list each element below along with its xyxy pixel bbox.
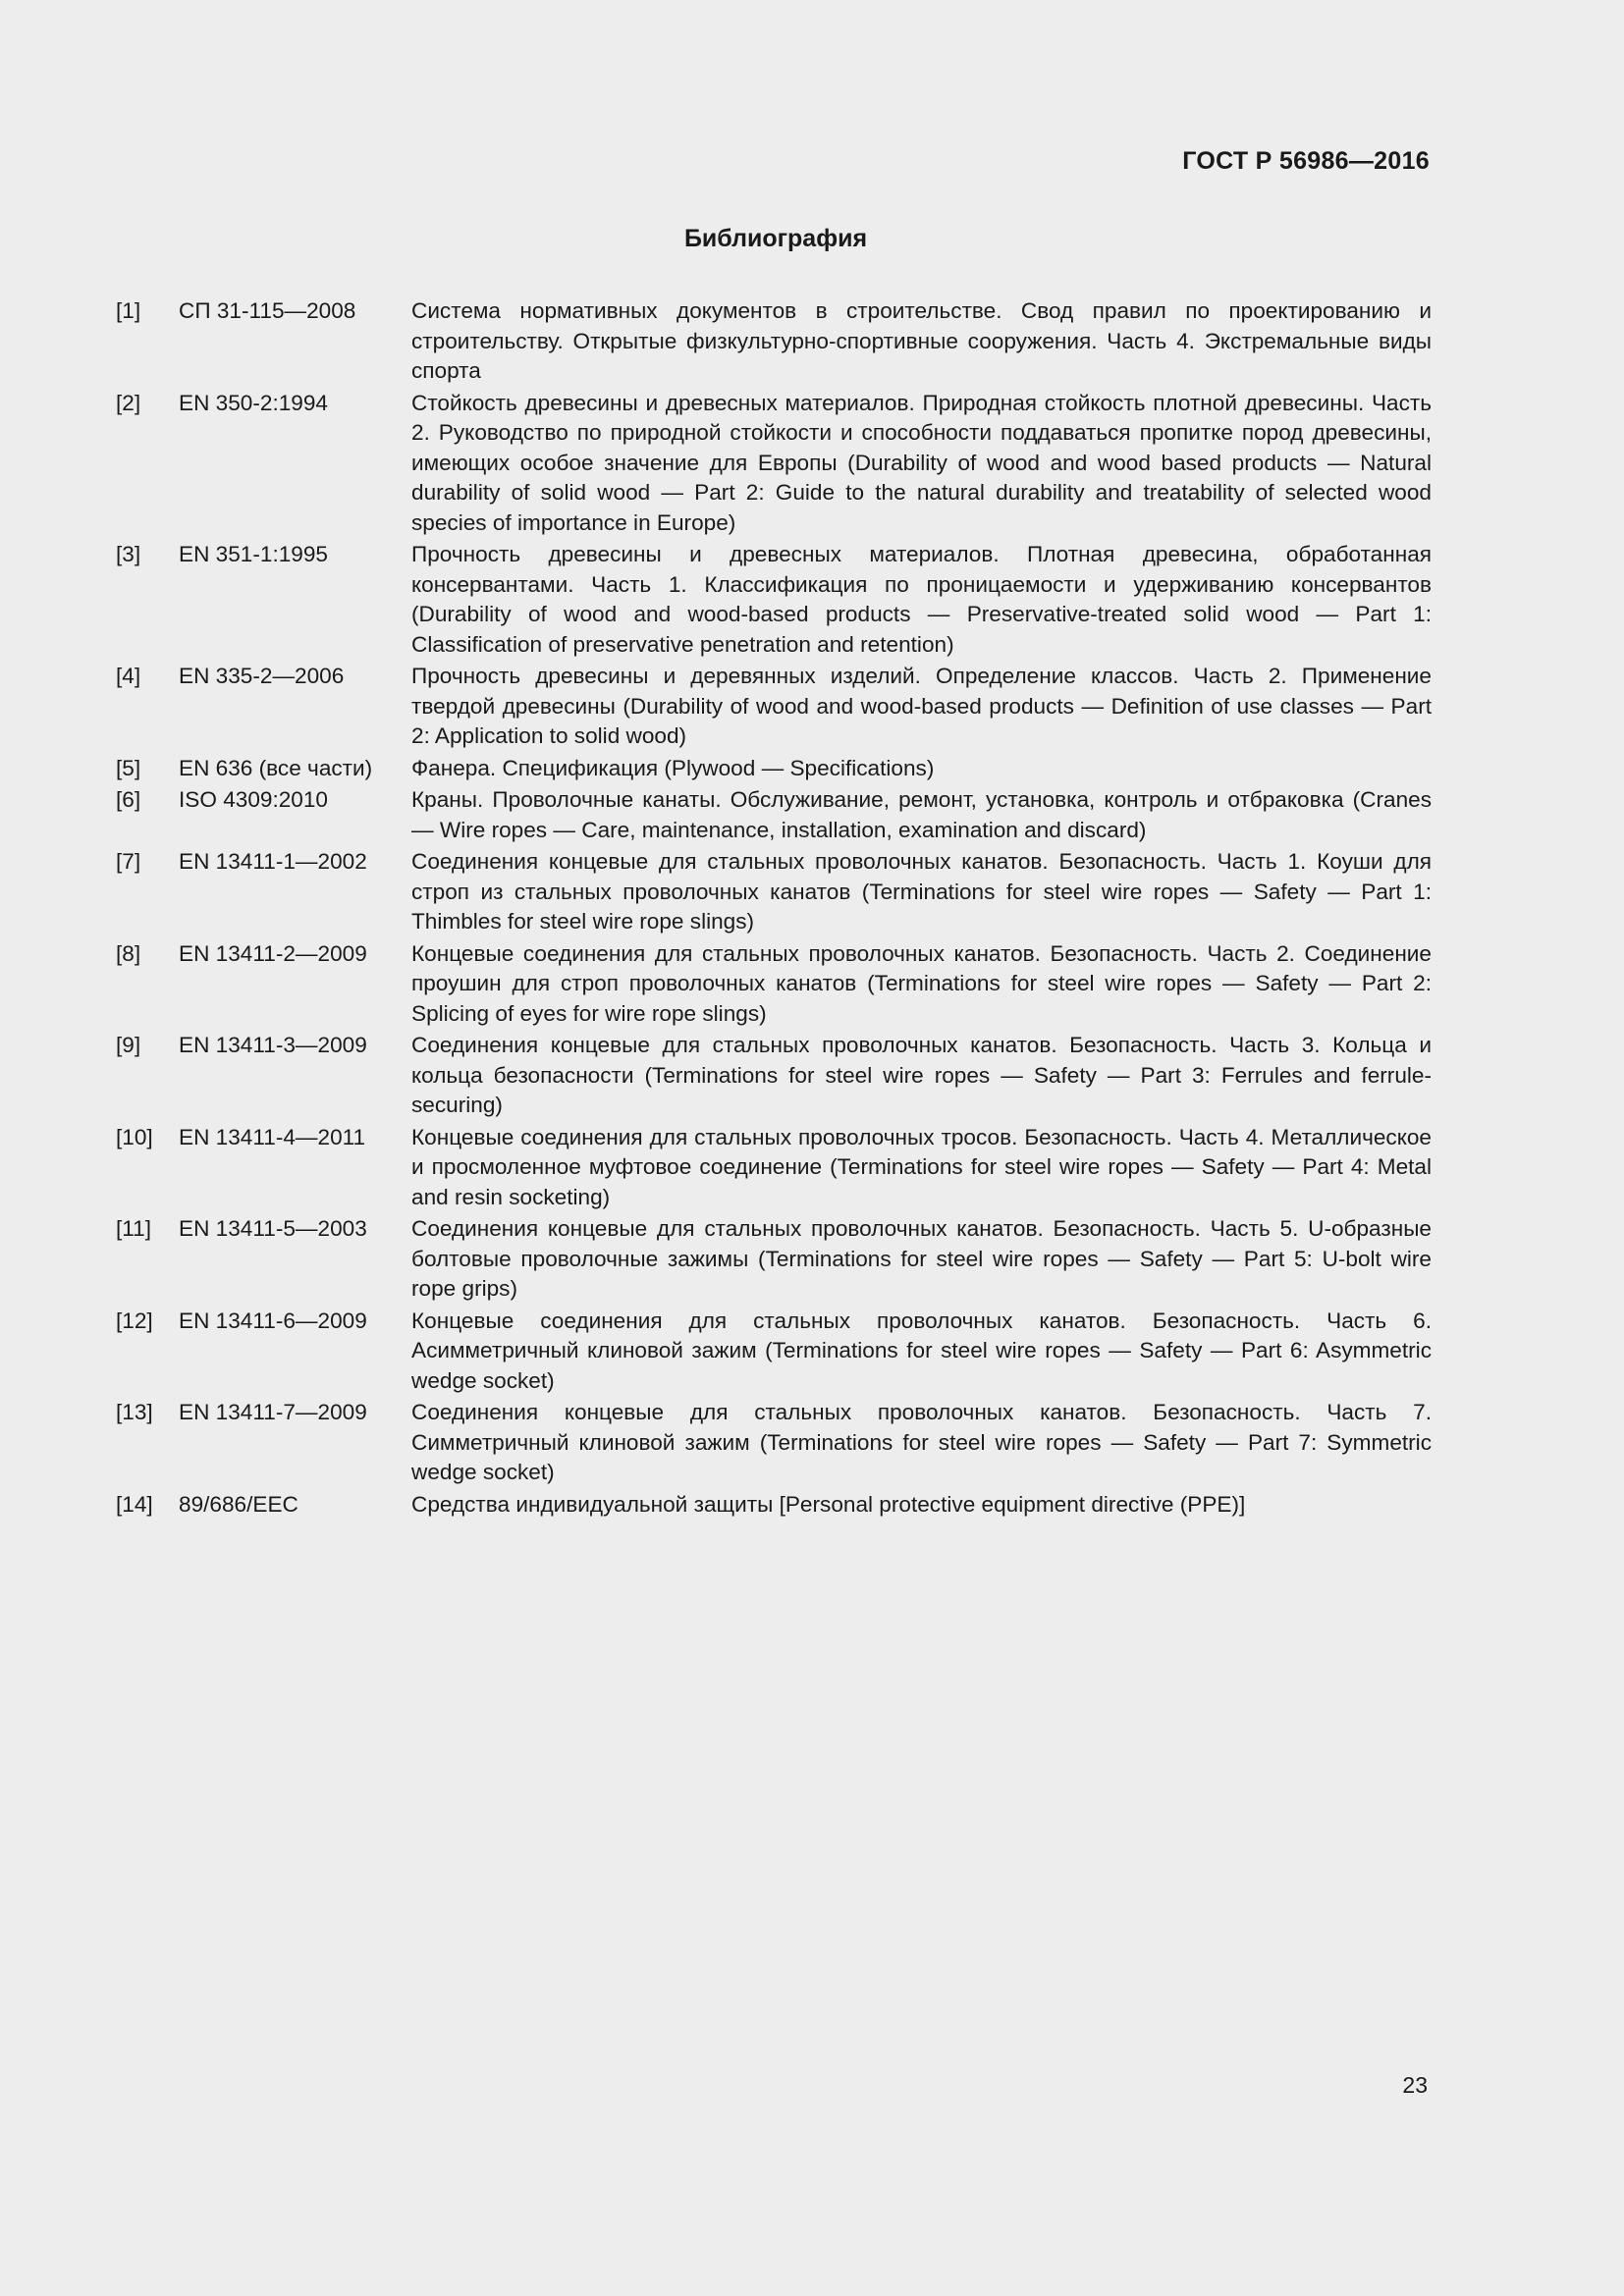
- entry-number: [14]: [116, 1491, 153, 1517]
- bibliography-entry: [116, 296, 1432, 387]
- entry-number: [7]: [116, 849, 141, 874]
- entry-code: EN 13411-7—2009: [179, 1400, 367, 1424]
- entry-description: Концевые соединения для стальных проволочных канатов. Безопасность. Часть 6. Асимметричный клиновой зажим (Terminations for steel wire ropes — Safety — Part 6: Asymmetric wedge socket): [411, 1308, 1432, 1393]
- bibliography-entry: [116, 389, 1432, 539]
- entry-code: EN 13411-6—2009: [179, 1308, 367, 1333]
- entry-number: [9]: [116, 1033, 141, 1057]
- entry-code: ISO 4309:2010: [179, 787, 329, 812]
- entry-number: [1]: [116, 298, 141, 323]
- entry-number: [4]: [116, 664, 141, 688]
- entry-description: Стойкость древесины и древесных материалов. Природная стойкость плотной древесины. Часть 2. Руководство по природной стойкости и способности поддаваться пропитке пород древесины, имеющих особое значение для Европы (Durability of wood and wood based products — Natural durability of solid wood — Part 2: Guide to the natural durability and treatability of selected wood species of importance in Europe): [411, 390, 1432, 535]
- entry-description: Прочность древесины и древесных материалов. Плотная древесина, обработанная консервантами. Часть 1. Классификация по проницаемости и удерживанию консервантов (Durability of wood and wood-based products — Preservative-treated solid wood — Part 1: Classification of preservative penetration and retention): [411, 542, 1432, 657]
- document-id-header: ГОСТ Р 56986—2016: [1182, 147, 1430, 175]
- entry-number: [3]: [116, 542, 141, 566]
- entry-number: [6]: [116, 787, 141, 812]
- entry-number: [13]: [116, 1400, 153, 1424]
- entry-number: [10]: [116, 1124, 153, 1149]
- entry-description: Система нормативных документов в строительстве. Свод правил по проектированию и строительству. Открытые физкультурно-спортивные сооружения. Часть 4. Экстремальные виды спорта: [411, 298, 1432, 383]
- page-title: Библиография: [683, 225, 868, 252]
- entry-code: EN 636 (все части): [179, 755, 373, 780]
- bibliography-entry: [116, 1123, 1432, 1213]
- entry-description: Средства индивидуальной защиты [Personal protective equipment directive (PPE)]: [411, 1491, 1246, 1517]
- bibliography-entry: [116, 939, 1432, 1030]
- entry-description: Прочность древесины и деревянных изделий. Определение классов. Часть 2. Применение твердой древесины (Durability of wood and wood-based products — Definition of use classes — Part 2: Application to solid wood): [411, 664, 1432, 748]
- entry-number: [2]: [116, 390, 141, 415]
- bibliography-entry: [116, 847, 1432, 937]
- bibliography-entry: [116, 1031, 1432, 1121]
- entry-description: Краны. Проволочные канаты. Обслуживание, ремонт, установка, контроль и отбраковка (Cranes — Wire ropes — Care, maintenance, installation, examination and discard): [411, 787, 1432, 842]
- bibliography-entry: [116, 785, 1432, 845]
- entry-code: EN 335-2—2006: [179, 664, 345, 688]
- entry-code: EN 350-2:1994: [179, 390, 328, 415]
- bibliography-list: [116, 296, 1432, 1522]
- entry-description: Соединения концевые для стальных проволочных канатов. Безопасность. Часть 5. U-образные болтовые проволочные зажимы (Terminations for steel wire ropes — Safety — Part 5: U-bolt wire rope grips): [411, 1216, 1432, 1301]
- bibliography-entry: [116, 662, 1432, 752]
- entry-code: EN 13411-1—2002: [179, 849, 367, 874]
- entry-code: EN 13411-4—2011: [179, 1124, 366, 1149]
- entry-number: [11]: [116, 1216, 152, 1241]
- bibliography-entry: [116, 1214, 1432, 1305]
- bibliography-entry: [116, 1307, 1432, 1397]
- bibliography-entry: [116, 1398, 1432, 1488]
- entry-code: EN 13411-2—2009: [179, 940, 367, 966]
- entry-description: Соединения концевые для стальных проволочных канатов. Безопасность. Часть 1. Коуши для строп из стальных проволочных канатов (Terminations for steel wire ropes — Safety — Part 1: Thimbles for steel wire rope slings): [411, 849, 1432, 934]
- bibliography-entry: [116, 754, 1432, 784]
- entry-number: [5]: [116, 755, 141, 780]
- bibliography-entry: [116, 540, 1432, 660]
- entry-code: EN 13411-3—2009: [179, 1033, 367, 1057]
- bibliography-entry: [116, 1490, 1432, 1521]
- entry-description: Соединения концевые для стальных проволочных канатов. Безопасность. Часть 3. Кольца и кольца безопасности (Terminations for steel wire ropes — Safety — Part 3: Ferrules and ferrule-securing): [411, 1033, 1432, 1117]
- entry-code: EN 351-1:1995: [179, 542, 328, 566]
- entry-number: [12]: [116, 1308, 153, 1333]
- entry-description: Концевые соединения для стальных проволочных канатов. Безопасность. Часть 2. Соединение проушин для строп проволочных канатов (Terminations for steel wire ropes — Safety — Part 2: Splicing of eyes for wire rope slings): [411, 940, 1432, 1026]
- entry-code: СП 31-115—2008: [179, 298, 356, 323]
- entry-description: Соединения концевые для стальных проволочных канатов. Безопасность. Часть 7. Симметричный клиновой зажим (Terminations for steel wire ropes — Safety — Part 7: Symmetric wedge socket): [411, 1400, 1432, 1484]
- entry-description: Фанера. Спецификация (Plywood — Specifications): [411, 755, 935, 780]
- page-number: 23: [1402, 2072, 1428, 2098]
- entry-description: Концевые соединения для стальных проволочных тросов. Безопасность. Часть 4. Металлическое и просмоленное муфтовое соединение (Terminations for steel wire ropes — Safety — Part 4: Metal and resin socketing): [411, 1124, 1432, 1209]
- entry-number: [8]: [116, 940, 141, 966]
- entry-code: EN 13411-5—2003: [179, 1216, 367, 1241]
- entry-code: 89/686/EEC: [179, 1491, 298, 1517]
